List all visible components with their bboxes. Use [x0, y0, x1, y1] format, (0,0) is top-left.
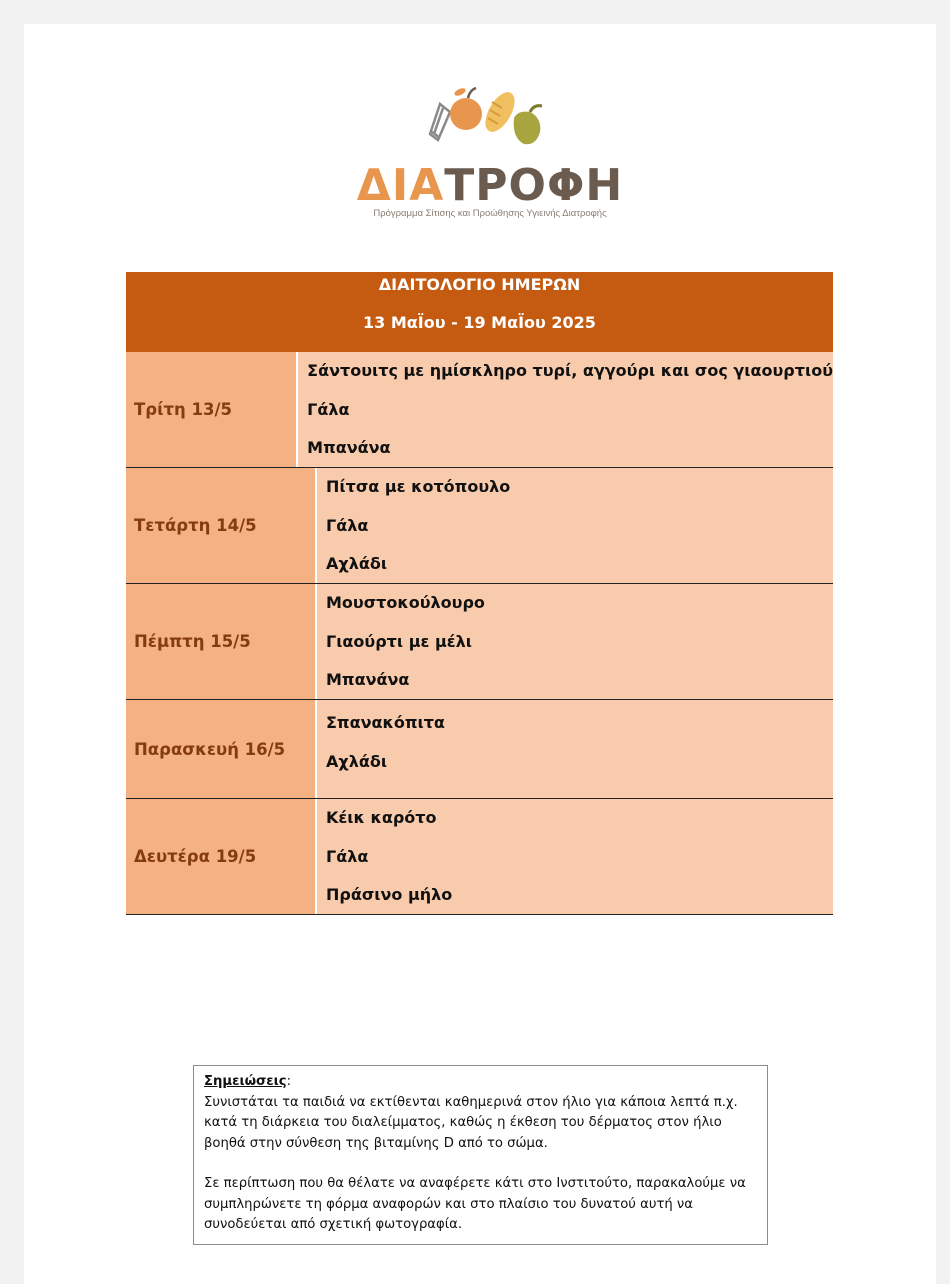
menu-items	[298, 352, 833, 467]
menu-item: Γάλα	[326, 515, 369, 535]
notes-title: Σημειώσεις	[204, 1074, 287, 1089]
menu-dates: 13 ΜαΪου - 19 ΜαΪου 2025	[363, 313, 596, 332]
menu-item: Πράσινο μήλο	[326, 885, 453, 904]
menu-items	[317, 584, 833, 699]
menu-item: Αχλάδι	[326, 751, 388, 771]
logo-word-part1: ΔΙΑ	[356, 160, 445, 211]
menu-item: Γιαούρτι με μέλι	[326, 631, 472, 651]
menu-title: ΔΙΑΙΤΟΛΟΓΙΟ ΗΜΕΡΩΝ	[378, 275, 581, 294]
notes-box	[193, 1065, 768, 1245]
menu-item: Γάλα	[326, 846, 369, 866]
menu-row	[126, 584, 833, 700]
menu-day: Δευτέρα 19/5	[126, 799, 317, 914]
menu-item: Γάλα	[307, 399, 350, 419]
diatrofi-logo	[340, 84, 640, 254]
menu-day: Τετάρτη 14/5	[126, 468, 317, 583]
menu-day: Πέμπτη 15/5	[126, 584, 317, 699]
menu-header	[126, 272, 833, 352]
menu-item: Σάντουιτς με ημίσκληρο τυρί, αγγούρι και σος γιαουρτιού	[307, 361, 833, 380]
pencil-icon	[430, 104, 450, 140]
apple-icon	[450, 87, 482, 130]
menu-item: Μπανάνα	[326, 670, 410, 689]
notes-paragraph-reports: Σε περίπτωση που θα θέλατε να αναφέρετε κάτι στο Ινστιτούτο, παρακαλούμε να συμπληρώνετε τη φόρμα αναφορών και στο πλαίσιο του δυνατού αυτή να συνοδεύεται από σχετική φωτογραφία.	[204, 1176, 746, 1232]
document-page	[24, 24, 936, 1284]
menu-day: Τρίτη 13/5	[126, 352, 298, 467]
food-icons-illustration	[410, 84, 570, 154]
menu-items	[317, 700, 833, 798]
menu-day: Παρασκευή 16/5	[126, 700, 317, 798]
logo-word-part2: ΤΡΟΦΗ	[444, 160, 624, 211]
menu-row	[126, 468, 833, 584]
menu-item: Μπανάνα	[307, 438, 391, 457]
menu-items	[317, 468, 833, 583]
menu-item: Σπανακόπιτα	[326, 713, 445, 732]
menu-row	[126, 799, 833, 915]
menu-item: Αχλάδι	[326, 554, 388, 573]
menu-item: Πίτσα με κοτόπουλο	[326, 477, 511, 496]
logo-subtitle: Πρόγραμμα Σίτισης και Προώθησης Υγιεινής Διατροφής	[373, 208, 607, 219]
pepper-icon	[514, 106, 542, 145]
menu-item: Μουστοκούλουρο	[326, 593, 485, 612]
logo-wordmark	[340, 156, 640, 216]
menu-row	[126, 352, 833, 468]
weekly-menu-table	[126, 276, 833, 915]
notes-paragraph-sunlight: Συνιστάται τα παιδιά να εκτίθενται καθημερινά στον ήλιο για κάποια λεπτά π.χ. κατά τη διάρκεια του διαλείμματος, καθώς η έκθεση του δέρματος στον ήλιο βοηθά στην σύνθεση της βιταμίνης D από το σώμα.	[204, 1094, 738, 1151]
menu-item: Κέικ καρότο	[326, 808, 437, 827]
notes-title-colon: :	[286, 1074, 292, 1089]
menu-items	[317, 799, 833, 914]
menu-row	[126, 700, 833, 799]
